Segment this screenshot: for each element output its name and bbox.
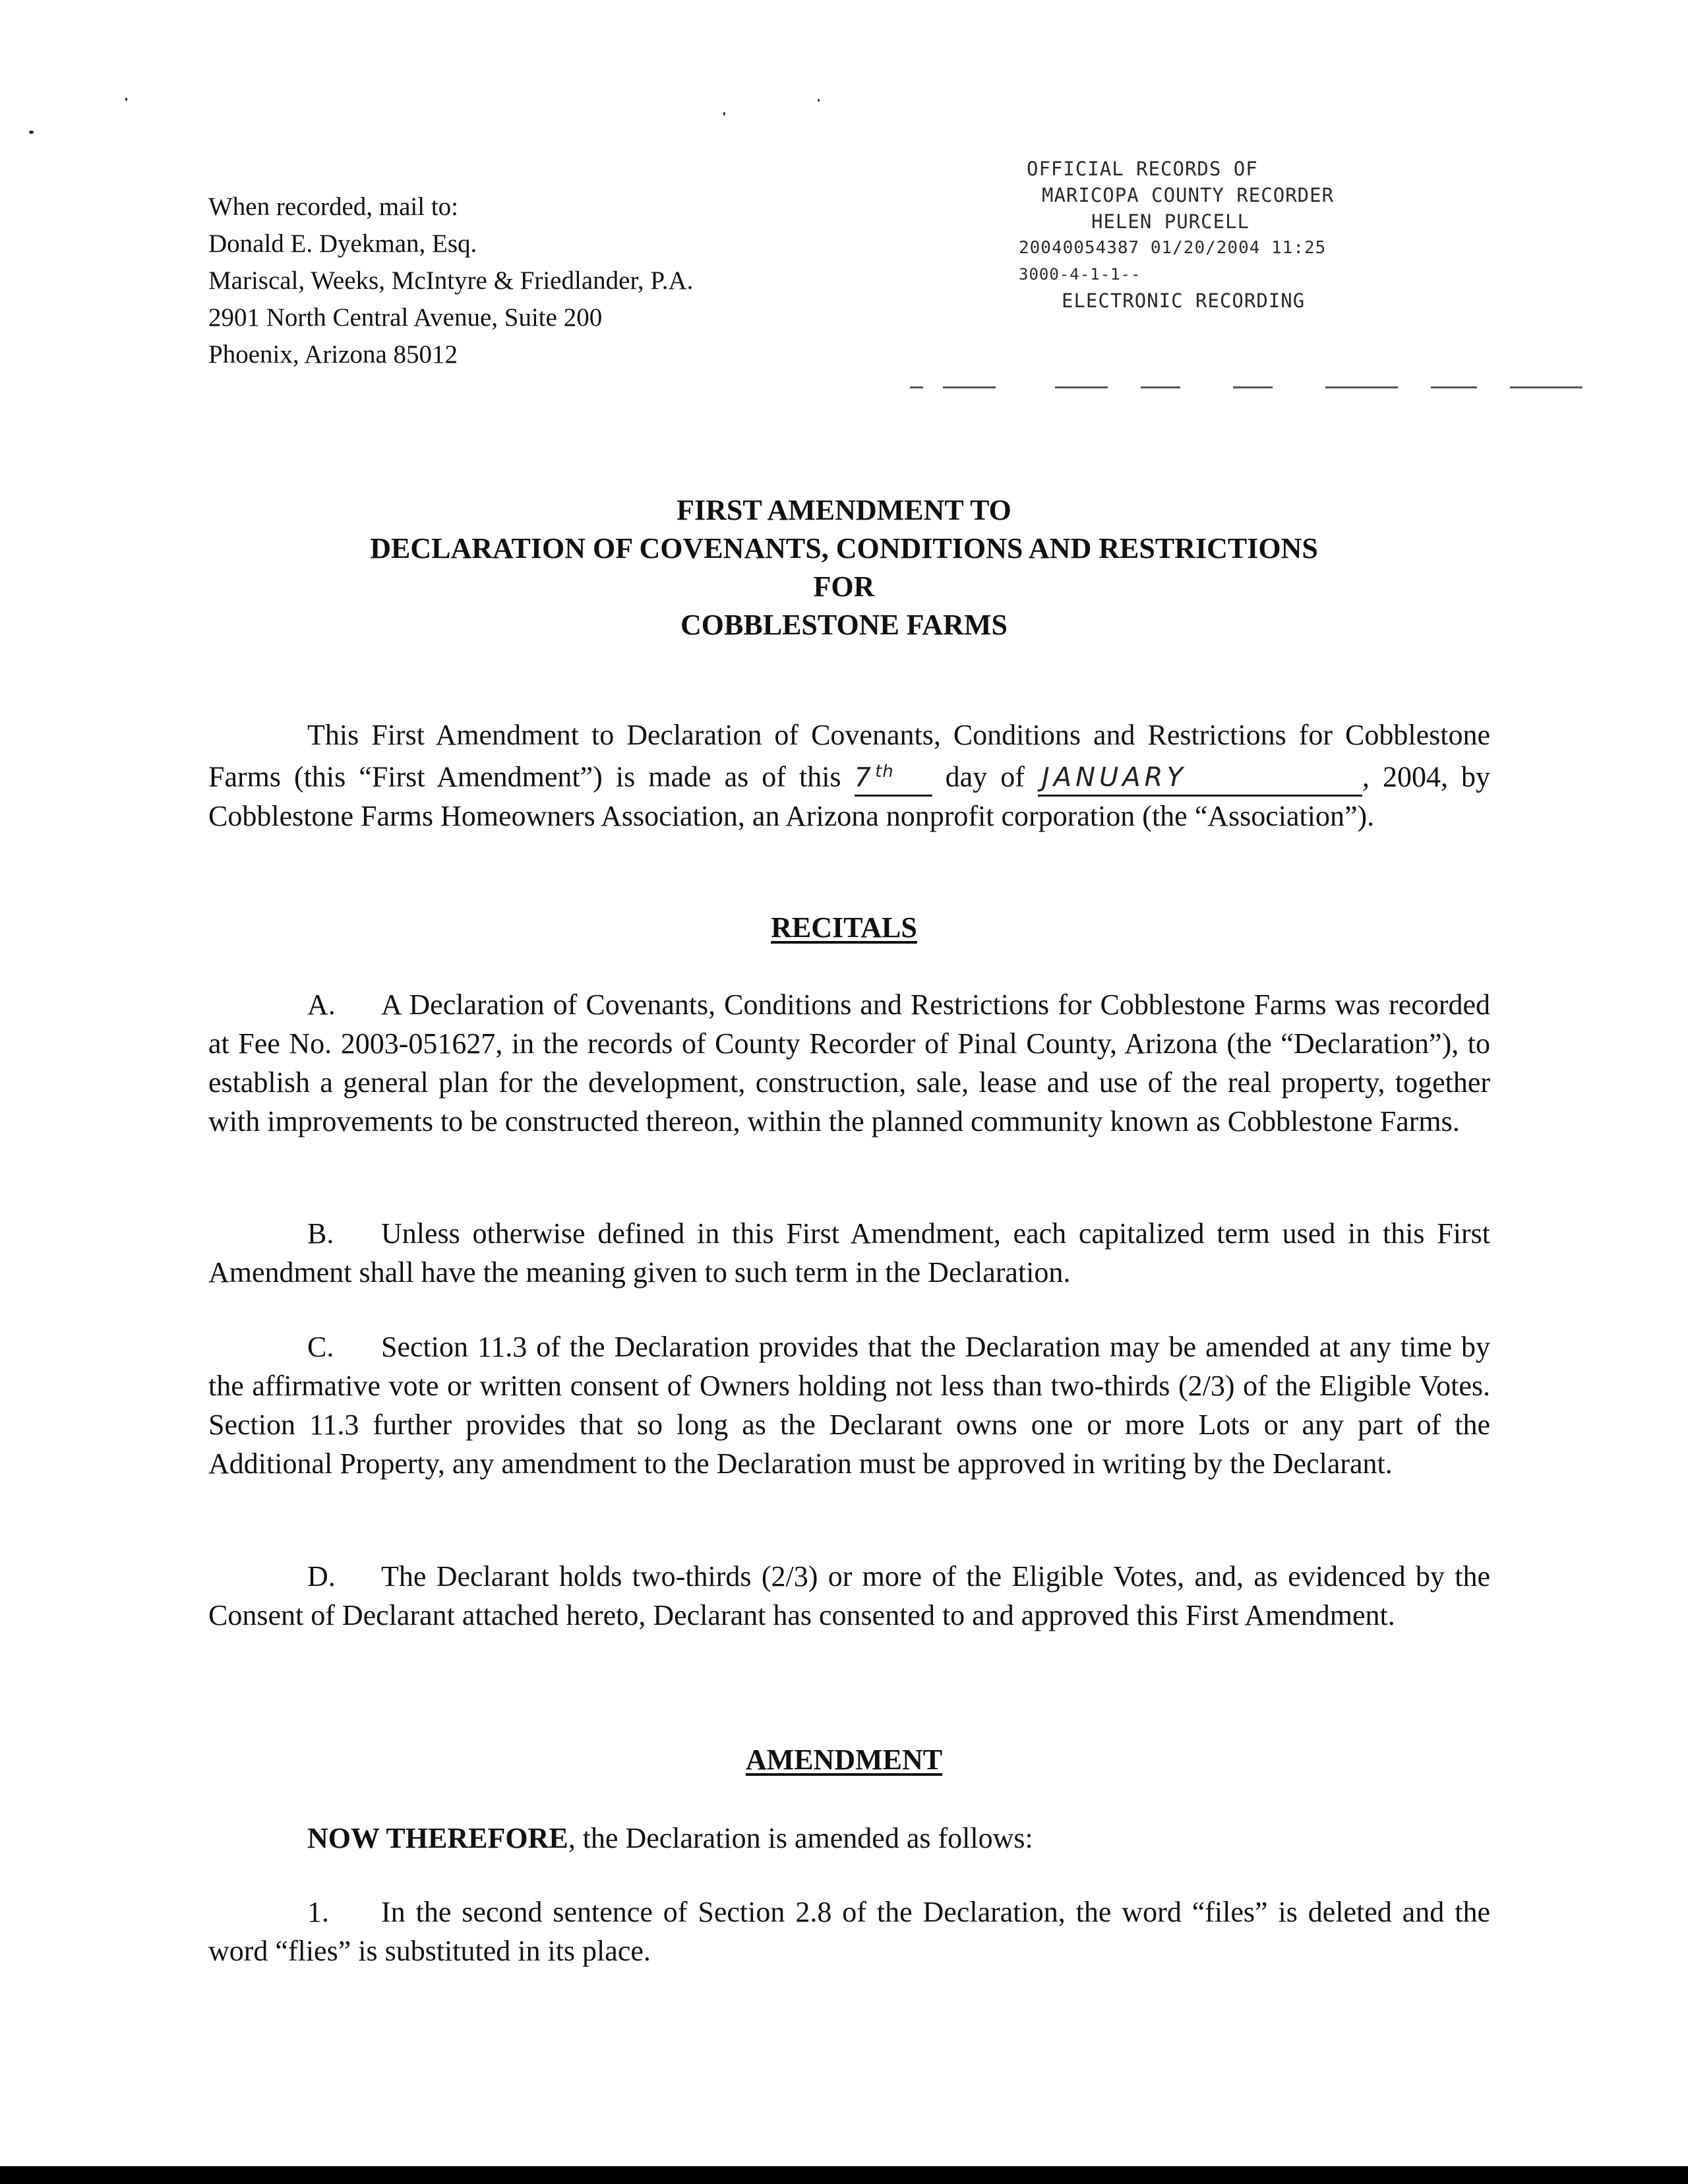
stamp-divider bbox=[910, 386, 923, 388]
scan-speck bbox=[818, 99, 820, 102]
stamp-divider bbox=[943, 386, 996, 388]
stamp-divider bbox=[1141, 386, 1180, 388]
amendment-item-label: 1. bbox=[307, 1896, 329, 1928]
recital-label: D. bbox=[307, 1560, 336, 1592]
recital-paragraph bbox=[208, 1557, 1490, 1635]
stamp-line: HELEN PURCELL bbox=[1091, 210, 1250, 233]
intro-paragraph bbox=[208, 715, 1490, 835]
stamp-divider bbox=[1510, 386, 1582, 388]
amendment-item bbox=[208, 1893, 1490, 1970]
mailing-line: Phoenix, Arizona 85012 bbox=[208, 340, 458, 369]
recitals-heading: RECITALS bbox=[771, 911, 917, 944]
recital-text: Section 11.3 of the Declaration provides that the Declaration may be amended at any time by the affirmative vote or written consent of Owners holding not less than two-thirds (2/3) of the Eligible Votes. Section 11.3 further provides that so long as the Declarant owns one or more Lots or any part of the Additional Property, any amendment to the Declaration must be approved in writing by the Declarant. bbox=[208, 1331, 1490, 1480]
amendment-heading: AMENDMENT bbox=[745, 1744, 943, 1776]
stamp-divider bbox=[1325, 386, 1398, 388]
mailing-address-block bbox=[208, 189, 693, 373]
scan-border bbox=[0, 2166, 1688, 2184]
document-title bbox=[208, 491, 1480, 644]
scan-speck bbox=[723, 112, 725, 115]
mailing-line: When recorded, mail to: bbox=[208, 193, 459, 221]
title-line: COBBLESTONE FARMS bbox=[680, 609, 1008, 641]
mailing-line: 2901 North Central Avenue, Suite 200 bbox=[208, 303, 603, 332]
recital-paragraph bbox=[208, 1214, 1490, 1292]
stamp-line: 3000-4-1-1-- bbox=[1019, 265, 1141, 284]
mailing-line: Mariscal, Weeks, McIntyre & Friedlander, P.A. bbox=[208, 266, 694, 295]
recital-text: A Declaration of Covenants, Conditions and Restrictions for Cobblestone Farms was recorded at Fee No. 2003-051627, in the records of County Recorder of Pinal County, Arizona (the “Declaration”), to establish a general plan for the development, construction, sale, lease and use of the real property, together with improvements to be constructed thereon, within the planned community known as Cobblestone Farms. bbox=[208, 988, 1490, 1138]
stamp-divider bbox=[1431, 386, 1477, 388]
stamp-line: ELECTRONIC RECORDING bbox=[1062, 289, 1306, 312]
handwritten-day: 7 bbox=[854, 762, 876, 793]
recital-text: Unless otherwise defined in this First Amendment, each capitalized term used in this First Amendment shall have the meaning given to such term in the Declaration. bbox=[208, 1217, 1490, 1289]
amendment-item-text: In the second sentence of Section 2.8 of the Declaration, the word “files” is deleted and the word “flies” is substituted in its place. bbox=[208, 1896, 1490, 1967]
recital-label: C. bbox=[307, 1331, 334, 1363]
recital-label: A. bbox=[307, 988, 336, 1021]
recital-text: The Declarant holds two-thirds (2/3) or more of the Eligible Votes, and, as evidenced by the Consent of Declarant attached hereto, Declarant has consented to and approved this First Amendment. bbox=[208, 1560, 1490, 1631]
stamp-line: MARICOPA COUNTY RECORDER bbox=[1042, 184, 1335, 206]
scan-speck bbox=[125, 98, 127, 101]
stamp-line: 20040054387 01/20/2004 11:25 bbox=[1019, 238, 1327, 258]
handwritten-month: JANUARY bbox=[1038, 760, 1362, 797]
title-line: FOR bbox=[813, 570, 875, 603]
title-line: DECLARATION OF COVENANTS, CONDITIONS AND RESTRICTIONS bbox=[370, 532, 1318, 564]
title-line: FIRST AMENDMENT TO bbox=[677, 494, 1011, 526]
recital-label: B. bbox=[307, 1217, 334, 1250]
stamp-divider bbox=[1233, 386, 1273, 388]
now-therefore-paragraph bbox=[208, 1819, 1490, 1858]
intro-text: day of bbox=[932, 760, 1038, 793]
recital-paragraph bbox=[208, 1327, 1490, 1483]
mailing-line: Donald E. Dyekman, Esq. bbox=[208, 229, 477, 258]
intro-text: This First Amendment to Declaration of Covenants, Conditions and Restrictions for Cobblestone Farms (this “First Amendment”) is made as of this bbox=[208, 719, 1490, 793]
stamp-line: OFFICIAL RECORDS OF bbox=[1027, 158, 1258, 180]
now-therefore-text: , the Declaration is amended as follows: bbox=[568, 1822, 1033, 1854]
scan-speck bbox=[29, 131, 34, 134]
day-blank bbox=[855, 754, 932, 797]
handwritten-day-suffix: th bbox=[875, 762, 894, 781]
stamp-divider bbox=[1055, 386, 1108, 388]
recorder-stamp bbox=[1019, 156, 1334, 314]
recital-paragraph bbox=[208, 985, 1490, 1141]
intro-text: , 2004, by Cobblestone Farms Homeowners Association, an Arizona nonprofit corporation (the “Association”). bbox=[208, 760, 1491, 833]
now-therefore-label: NOW THEREFORE bbox=[307, 1822, 568, 1854]
